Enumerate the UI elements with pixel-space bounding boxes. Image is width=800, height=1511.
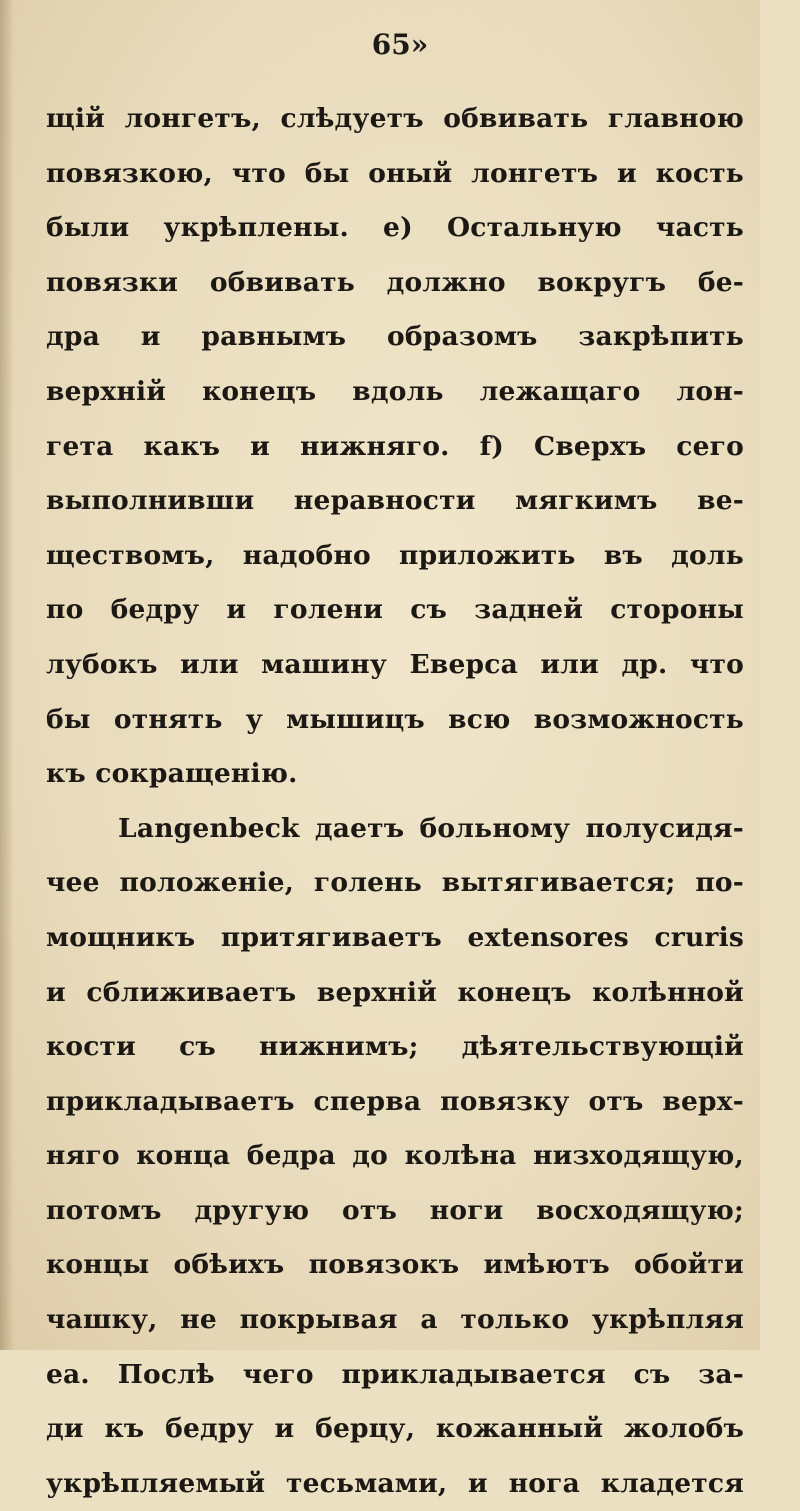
text-line: прикладываетъ сперва повязку отъ верх-: [46, 1085, 744, 1117]
text-line: концы обѣихъ повязокъ имѣютъ обойти: [46, 1249, 744, 1281]
text-line: чашку, не покрывая а только укрѣпляя: [46, 1304, 744, 1336]
text-line: верхній конецъ вдоль лежащаго лон-: [46, 375, 744, 407]
text-line: бы отнять у мышицъ всю возможность: [46, 703, 744, 735]
text-line: дра и равнымъ образомъ закрѣпить: [46, 321, 744, 353]
text-line: по бедру и голени съ задней стороны: [46, 594, 744, 626]
binding-shadow: [0, 0, 14, 1350]
text-line: Langenbeck даетъ больному полусидя-: [118, 812, 744, 844]
text-line: ea. Послѣ чего прикладывается съ за-: [46, 1358, 744, 1390]
text-line: мощникъ притягиваетъ extensores cruris: [46, 921, 744, 953]
text-line: потомъ другую отъ ноги восходящую;: [46, 1194, 744, 1226]
text-line: были укрѣплены. е) Остальную часть: [46, 212, 744, 244]
text-line: ди къ бедру и берцу, кожанный жолобъ: [46, 1413, 744, 1445]
body-text: [46, 92, 744, 1511]
text-line: ществомъ, надобно приложить въ доль: [46, 539, 744, 571]
text-line: няго конца бедра до колѣна низходящую,: [46, 1140, 744, 1172]
text-line: къ сокращенію.: [46, 758, 298, 790]
text-line: повязки обвивать должно вокругъ бе-: [46, 266, 744, 298]
text-line: кости съ нижнимъ; дѣятельствующій: [46, 1031, 744, 1063]
text-line: гета какъ и нижняго. f) Сверхъ сего: [46, 430, 744, 462]
text-line: повязкою, что бы оный лонгетъ и кость: [46, 157, 744, 189]
page-number: 65»: [371, 28, 429, 61]
text-line: чее положеніе, голень вытягивается; по-: [46, 867, 744, 899]
text-line: и сближиваетъ верхній конецъ колѣнной: [46, 976, 744, 1008]
text-line: выполнивши неравности мягкимъ ве-: [46, 485, 744, 517]
text-line: укрѣпляемый тесьмами, и нога кладется: [46, 1467, 744, 1499]
text-line: лубокъ или машину Еверса или др. что: [46, 648, 744, 680]
text-line: щій лонгетъ, слѣдуетъ обвивать главною: [46, 103, 744, 134]
